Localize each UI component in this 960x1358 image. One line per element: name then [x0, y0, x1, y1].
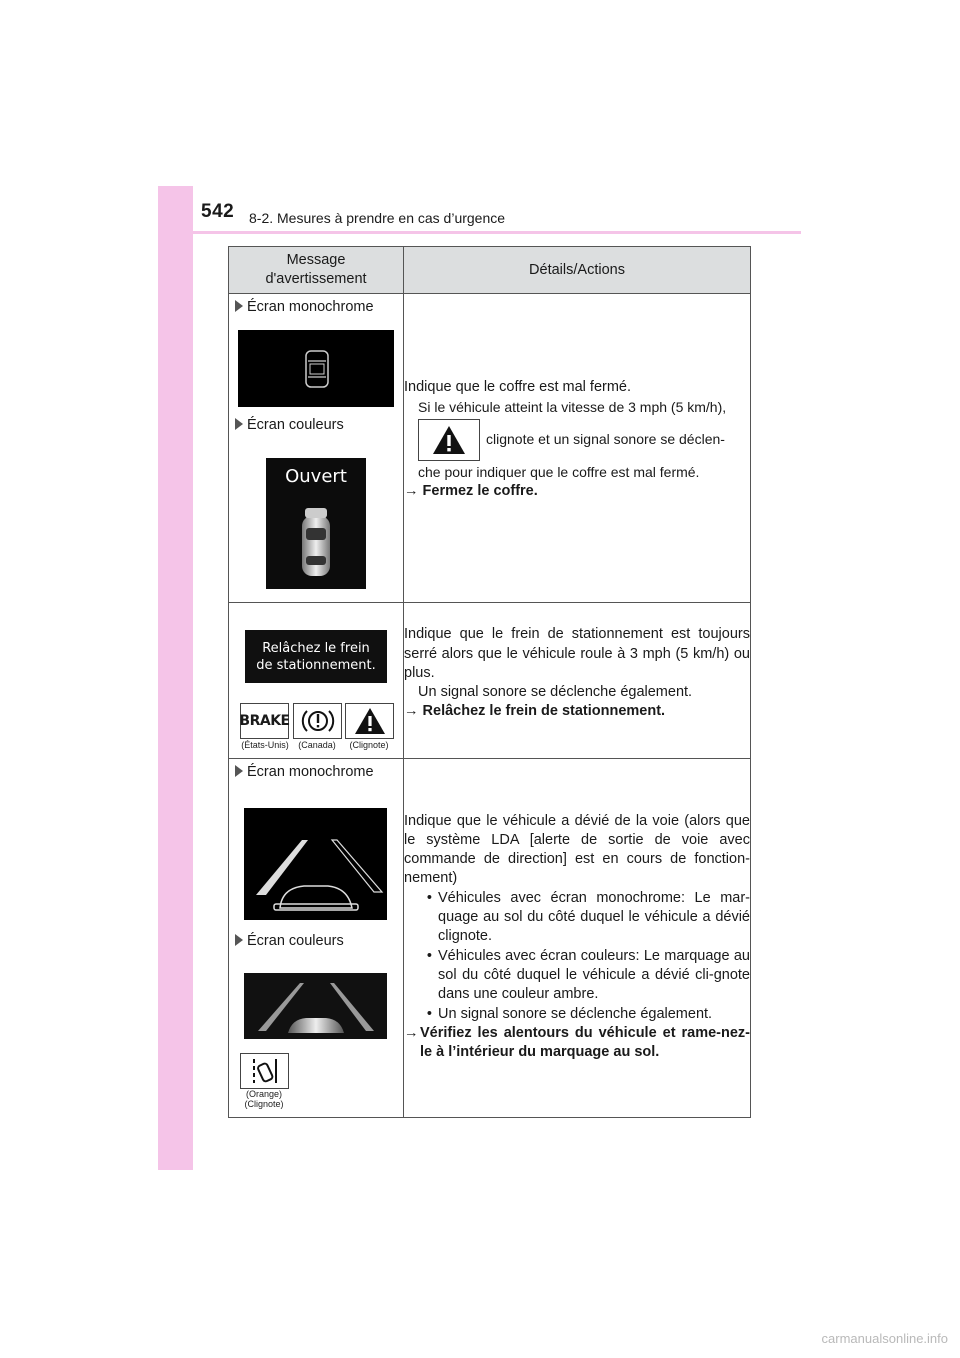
triangle-bullet-icon [235, 765, 243, 777]
row2-text2: Un signal sonore se déclenche également. [418, 684, 693, 701]
row1-text: Indique que le coffre est mal fermé. [404, 379, 632, 396]
parking-brake-circle-icon [293, 703, 342, 739]
screen-parking-brake [245, 630, 387, 683]
row3-message-cell [229, 759, 404, 1118]
brake-text-icon: BRAKE [240, 703, 289, 739]
label-monochrome: Écran monochrome [229, 764, 374, 780]
pink-side-bar [158, 186, 193, 1170]
mono-screen-trunk [238, 330, 394, 407]
mono-screen-lane [244, 808, 387, 920]
page-number: 542 [201, 201, 235, 222]
row3-action: → Vérifiez les alentours du véhicule et rame-nez-le à l’intérieur du marquage au sol. [404, 1024, 750, 1061]
table-row [229, 294, 751, 603]
row3-text1: Indique que le véhicule a dévié de la voie (alors que le système LDA [alerte de sortie de voie avec commande de direction] est en cours de fonction-nement) [404, 812, 750, 887]
row2-action: → Relâchez le frein de stationnement. [404, 703, 666, 720]
row1-details-cell [404, 294, 751, 603]
master-warning-icon [345, 703, 394, 739]
header-rule [193, 231, 801, 234]
triangle-bullet-icon [235, 418, 243, 430]
watermark: carmanualsonline.info [821, 1331, 948, 1346]
label-color: Écran couleurs [229, 417, 344, 433]
caption-blink: (Clignote) [349, 740, 389, 750]
row2-details-cell [404, 603, 751, 759]
screen-text-brake: Relâchez le frein de stationnement. [256, 641, 376, 673]
color-screen-trunk [266, 458, 366, 589]
row1-text3: clignote et un signal sonore se déclen- [486, 431, 725, 448]
label-monochrome: Écran monochrome [229, 299, 374, 315]
color-screen-lane [244, 973, 387, 1039]
row1-action: → Fermez le coffre. [404, 483, 538, 500]
row1-message-cell [229, 294, 404, 603]
lane-departure-icon [244, 808, 387, 920]
caption-canada: (Canada) [298, 740, 336, 750]
screen-text-open: Ouvert [285, 466, 347, 487]
table-row [229, 759, 751, 1118]
header-details: Détails/Actions [404, 247, 751, 294]
row3-details-cell [404, 759, 751, 1118]
section-title: 8-2. Mesures à prendre en cas d’urgence [249, 210, 506, 226]
caption-us: (États-Unis) [241, 740, 289, 750]
row2-text1: Indique que le frein de stationnement est toujours serré alors que le véhicule roule à 3 mph (5 km/h) ou plus. [404, 626, 750, 681]
car-top-view-icon [238, 330, 394, 407]
row1-text4: che pour indiquer que le coffre est mal fermé. [418, 464, 700, 480]
list-item: • Véhicules avec écran monochrome: Le mar-quage au sol du côté duquel le véhicule a dévié clignote. [426, 889, 750, 945]
label-color: Écran couleurs [229, 933, 344, 949]
master-warning-icon [418, 419, 480, 461]
table-header-row [229, 247, 751, 294]
row2-message-cell [229, 603, 404, 759]
triangle-bullet-icon [235, 934, 243, 946]
list-item: • Un signal sonore se déclenche également. [426, 1005, 713, 1022]
table-row [229, 603, 751, 759]
row1-text2: Si le véhicule atteint la vitesse de 3 mph (5 km/h), [418, 398, 727, 415]
lane-departure-icon [244, 973, 387, 1039]
header-message: Message d'avertissement [229, 247, 404, 294]
triangle-bullet-icon [235, 300, 243, 312]
row1-warning-line [404, 419, 750, 461]
lane-departure-warning-icon [240, 1053, 289, 1089]
list-item: • Véhicules avec écran couleurs: Le marquage au sol du côté duquel le véhicule a dévié cli-gnote dans une couleur ambre. [426, 947, 750, 1003]
caption-orange-blink: (Orange) (Clignote) [244, 1089, 284, 1109]
warning-table [228, 246, 751, 1118]
